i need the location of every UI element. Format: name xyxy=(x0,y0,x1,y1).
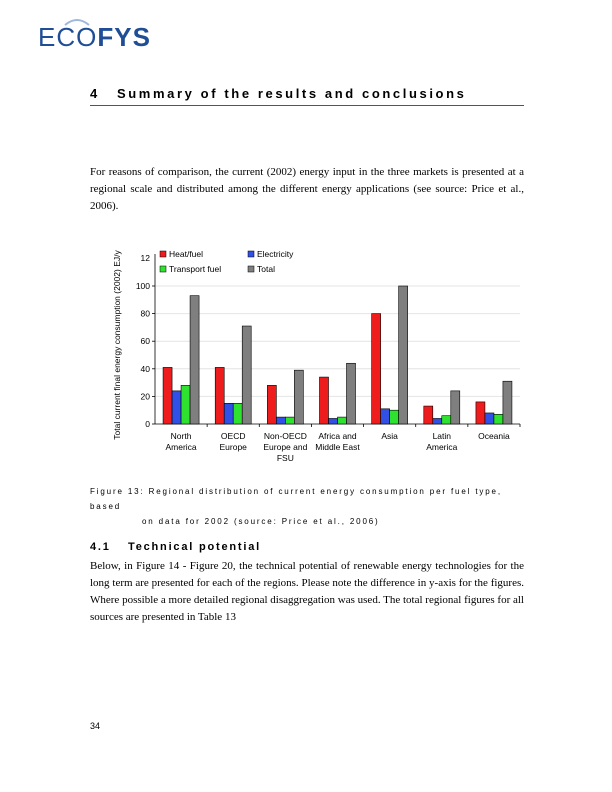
bar-electricity xyxy=(485,413,494,424)
logo-text-regular: ECO xyxy=(38,22,98,52)
bar-heat-fuel xyxy=(372,314,381,424)
bar-transport-fuel xyxy=(233,403,242,424)
x-category-label: America xyxy=(165,442,197,452)
bar-transport-fuel xyxy=(338,417,347,424)
x-category-label: America xyxy=(426,442,458,452)
figure-caption xyxy=(90,484,530,529)
subsection-title-text: Technical potential xyxy=(128,541,262,553)
legend-swatch xyxy=(248,251,254,257)
x-category-label: Africa and xyxy=(318,431,357,441)
y-axis-label: Total current final energy consumption (2002) EJ/y xyxy=(112,250,122,440)
y-tick-label: 100 xyxy=(135,281,150,291)
y-tick-label: 0 xyxy=(145,419,150,429)
x-category-label: FSU xyxy=(276,453,294,463)
caption-line-2: on data for 2002 (source: Price et al., 2006) xyxy=(142,517,380,526)
bar-total xyxy=(190,296,199,424)
energy-consumption-chart xyxy=(110,244,530,474)
x-category-label: Non-OECD xyxy=(263,431,307,441)
subsection-heading xyxy=(90,541,261,553)
x-category-label: Middle East xyxy=(315,442,360,452)
x-category-label: North xyxy=(170,431,192,441)
x-category-label: Oceania xyxy=(478,431,510,441)
legend-swatch xyxy=(160,251,166,257)
chart-svg xyxy=(110,244,530,469)
bar-heat-fuel xyxy=(476,402,485,424)
bar-total xyxy=(242,326,251,424)
y-tick-label: 40 xyxy=(140,363,150,374)
x-category-label: Europe xyxy=(219,442,247,452)
bar-total xyxy=(399,286,408,424)
bar-electricity xyxy=(276,417,285,424)
body-paragraph: Below, in Figure 14 - Figure 20, the technical potential of renewable energy technologies for the long term are presented for each of the regions. Please note the difference in y-axis for the figures. Where possible a more detailed regional disaggregation was used. The total regional figures for all sources are presented in Table 13 xyxy=(90,560,524,623)
bar-total xyxy=(451,391,460,424)
section-title-text: Summary of the results and conclusions xyxy=(117,86,467,101)
y-tick-label: 80 xyxy=(140,308,150,319)
intro-paragraph: For reasons of comparison, the current (2002) energy input in the three markets is presented at a regional scale and distributed among the different energy applications (see source: Price et al., 2006). xyxy=(90,166,524,212)
legend-swatch xyxy=(248,266,254,272)
x-category-label: OECD xyxy=(220,431,246,441)
bar-electricity xyxy=(172,391,181,424)
bar-heat-fuel xyxy=(320,377,329,424)
logo-text-bold: FYS xyxy=(97,22,151,52)
x-category-label: Latin xyxy=(432,431,452,441)
ecofys-logo xyxy=(38,22,151,53)
legend-label: Total xyxy=(257,264,275,274)
bar-electricity xyxy=(224,403,233,424)
legend-swatch xyxy=(160,266,166,272)
bar-heat-fuel xyxy=(267,385,276,424)
legend-label: Electricity xyxy=(257,249,294,259)
legend-label: Transport fuel xyxy=(169,264,222,274)
bar-heat-fuel xyxy=(424,406,433,424)
bar-electricity xyxy=(433,418,442,424)
legend-label: Heat/fuel xyxy=(169,249,204,259)
bar-total xyxy=(503,381,512,424)
bar-total xyxy=(294,370,303,424)
bar-transport-fuel xyxy=(181,385,190,424)
y-tick-label: 60 xyxy=(140,336,150,347)
section-number: 4 xyxy=(90,86,100,101)
caption-line-1: Figure 13: Regional distribution of current energy consumption per fuel type, based xyxy=(90,487,502,511)
bar-transport-fuel xyxy=(285,417,294,424)
bar-electricity xyxy=(329,418,338,424)
y-tick-label: 20 xyxy=(140,391,150,402)
bar-heat-fuel xyxy=(163,367,172,424)
bar-transport-fuel xyxy=(442,416,451,424)
y-tick-label-extra: 12 xyxy=(140,253,150,263)
bar-transport-fuel xyxy=(390,410,399,424)
bar-heat-fuel xyxy=(215,367,224,424)
subsection-number: 4.1 xyxy=(90,541,111,553)
section-heading xyxy=(90,86,524,106)
bar-electricity xyxy=(381,409,390,424)
x-category-label: Europe and xyxy=(263,442,308,452)
bar-total xyxy=(347,363,356,424)
page-number: 34 xyxy=(90,721,101,731)
logo-arc-icon xyxy=(64,18,90,26)
bar-transport-fuel xyxy=(494,414,503,424)
x-category-label: Asia xyxy=(381,431,398,441)
